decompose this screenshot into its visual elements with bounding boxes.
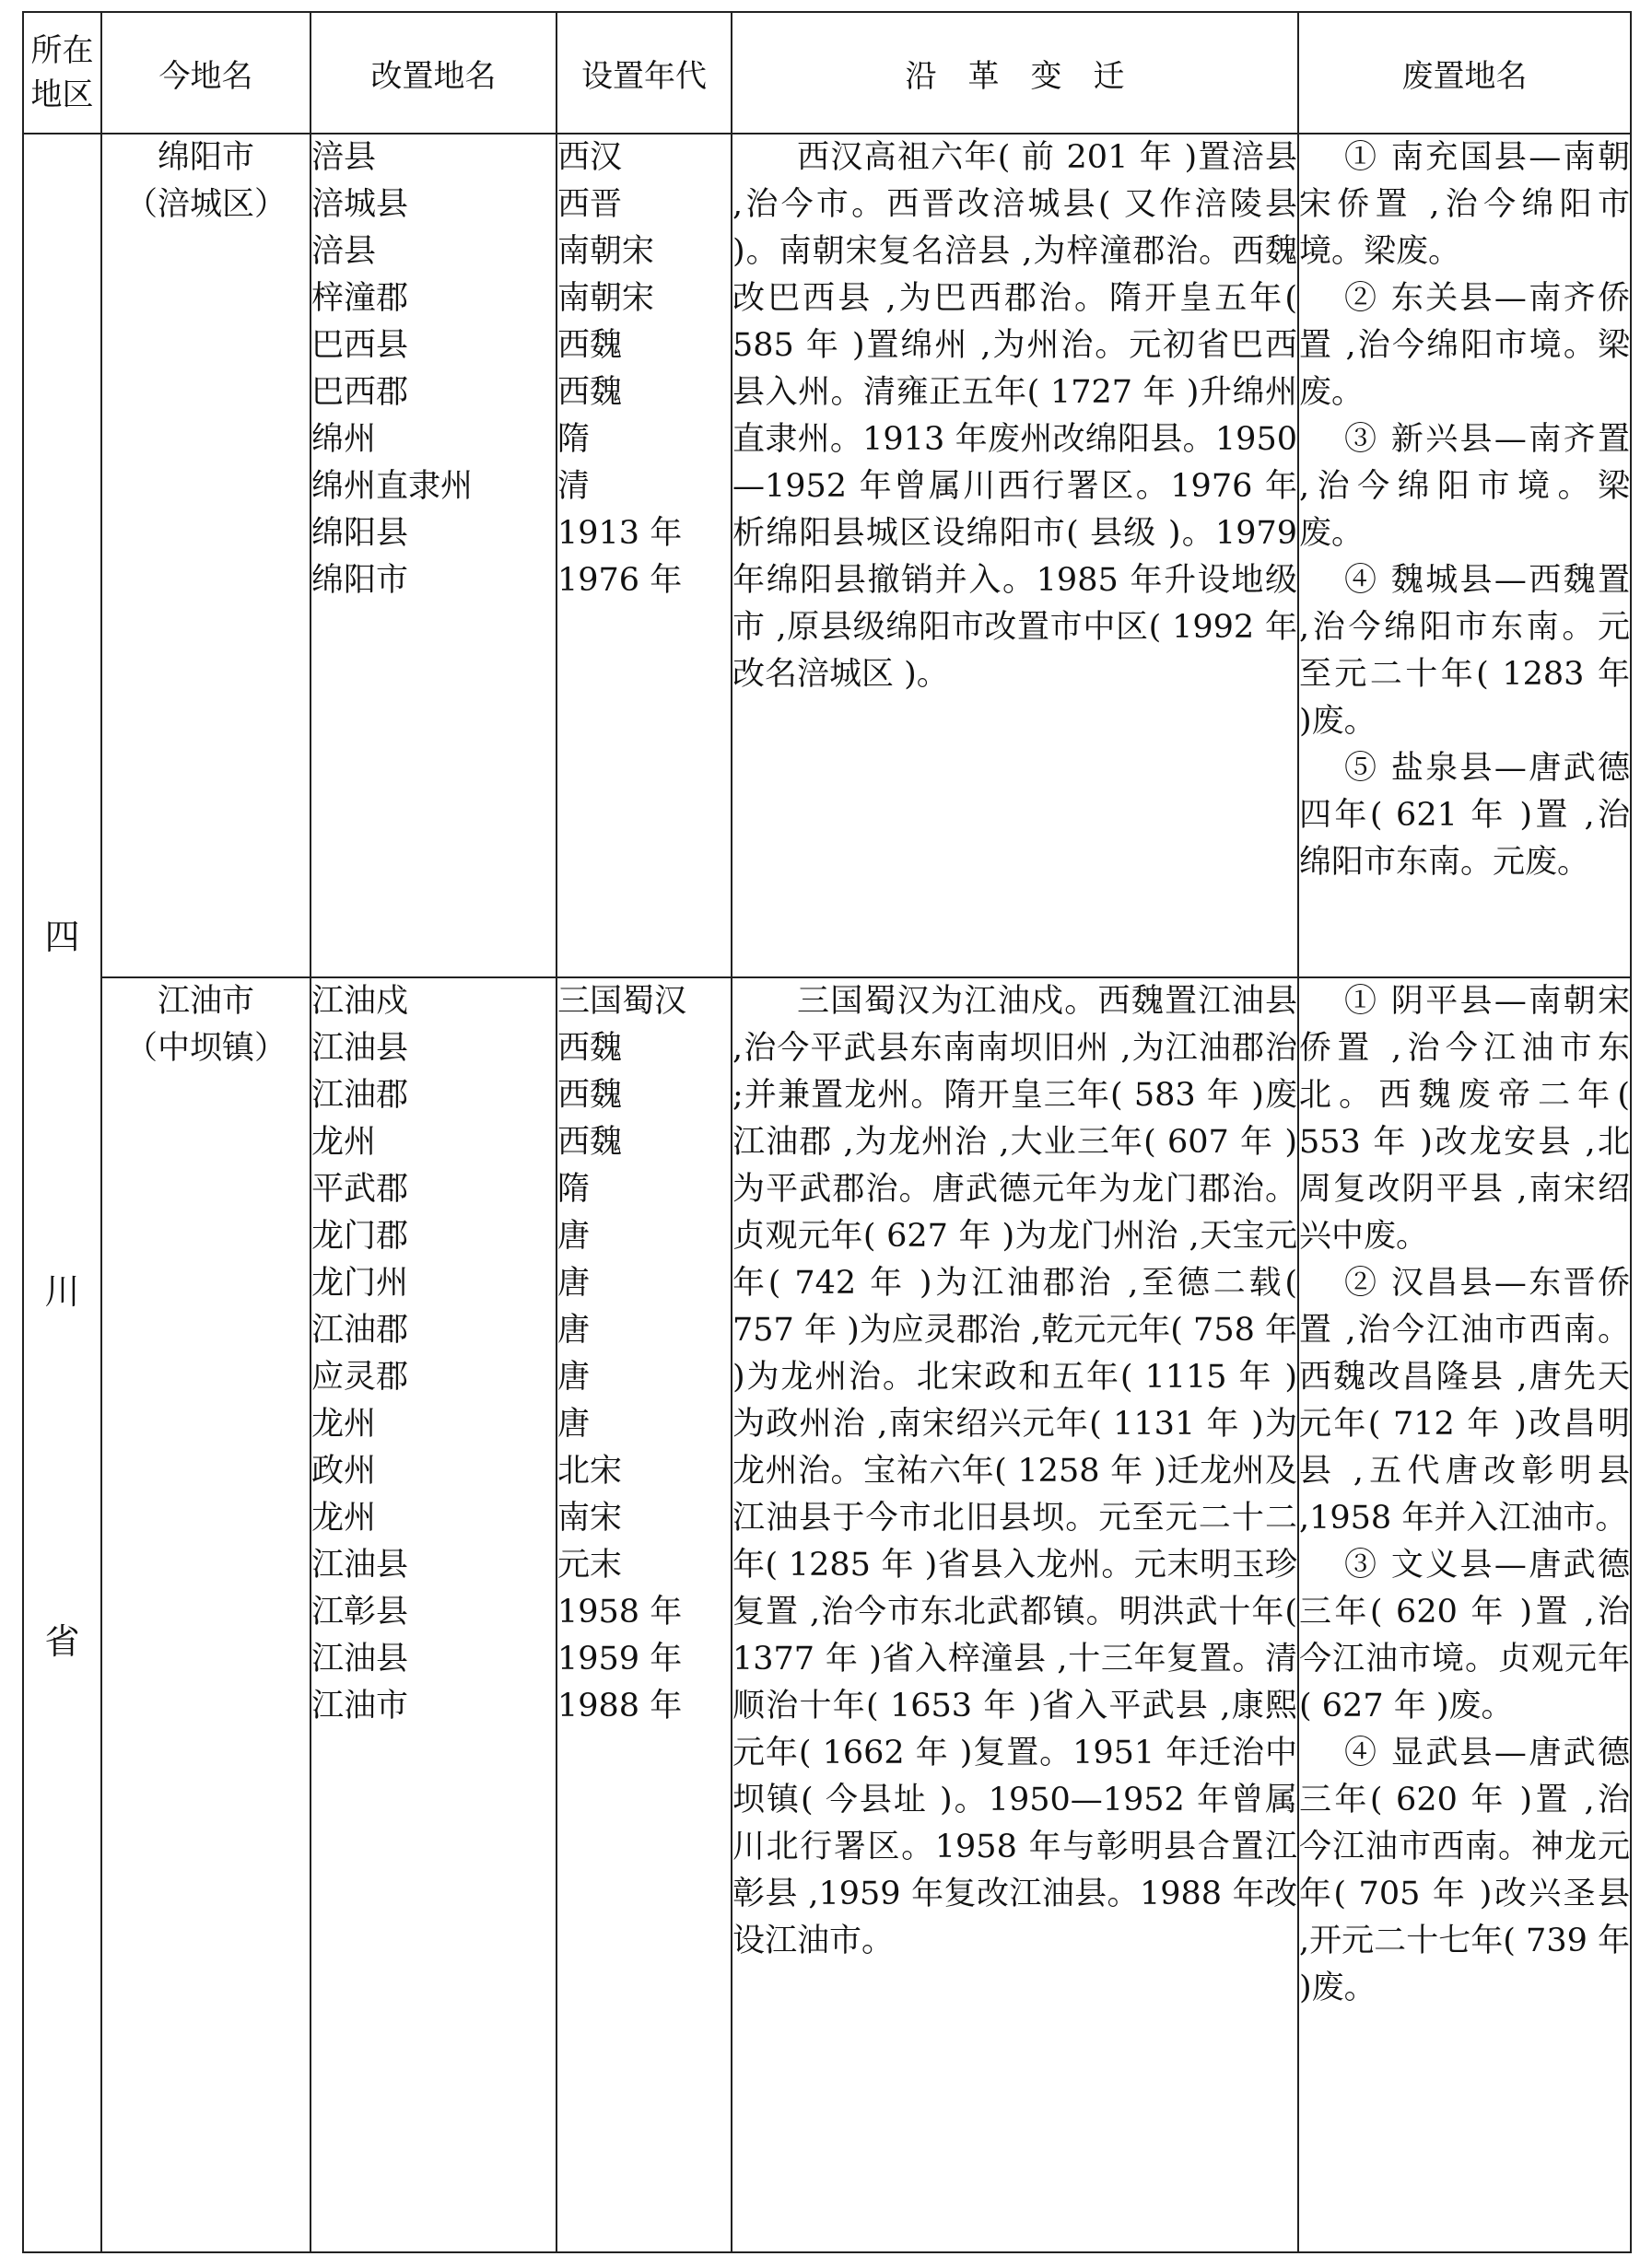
list-item: 绵州 (311, 421, 377, 458)
list-item: 西晋 (557, 186, 623, 223)
modern-seat: （涪城区） (124, 186, 287, 223)
list-item: 1976 年 (557, 562, 683, 599)
list-item: 西魏 (557, 374, 623, 411)
list-item: ③ 新兴县—南齐置 ,治今绵阳市境。梁废。 (1299, 421, 1630, 552)
list-item: 三国蜀汉 (557, 983, 687, 1020)
modern-name: 绵阳市 (157, 139, 254, 176)
gazetteer-table (22, 11, 1632, 2253)
list-item: 绵州直隶州 (311, 468, 474, 505)
list-item: ⑤ 盐泉县—唐武德四年( 621 年 )置 ,治绵阳市东南。元废。 (1299, 750, 1630, 881)
list-item: 唐 (557, 1265, 591, 1302)
list-item: 涪县 (311, 139, 377, 176)
list-item: ④ 显武县—唐武德三年( 620 年 )置 ,治今江油市西南。神龙元年( 705 年 )改兴圣县 ,开元二十七年( 739 年 )废。 (1299, 1735, 1630, 2006)
table-row (23, 977, 1631, 2252)
modern-name-cell (101, 977, 310, 2252)
list-item: 巴西郡 (311, 374, 409, 411)
list-item: 1958 年 (557, 1594, 683, 1631)
list-item: 龙州 (311, 1406, 377, 1443)
list-item: ② 汉昌县—东晋侨置 ,治今江油市西南。西魏改昌隆县 ,唐先天元年( 712 年 )改昌明县 ,五代唐改彰明县 ,1958 年并入江油市。 (1299, 1265, 1630, 1537)
list-item: 元末 (557, 1547, 623, 1584)
list-item: 江油县 (311, 1030, 409, 1067)
modern-name: 江油市 (157, 983, 254, 1020)
list-item: 1913 年 (557, 515, 683, 552)
list-item: ① 阴平县—南朝宋侨置 ,治今江油市东北。西魏废帝二年( 553 年 )改龙安县 ,北周复改阴平县 ,南宋绍兴中废。 (1299, 983, 1630, 1255)
header-abolished: 废置地名 (1298, 12, 1631, 134)
list-item: ② 东关县—南齐侨置 ,治今绵阳市境。梁废。 (1299, 280, 1630, 411)
list-item: 绵阳市 (311, 562, 409, 599)
list-item: 政州 (311, 1453, 377, 1490)
list-item: 江油市 (311, 1688, 409, 1724)
list-item: 江油戍 (311, 983, 409, 1020)
modern-name-cell (101, 134, 310, 977)
header-row (23, 12, 1631, 134)
list-item: 龙门郡 (311, 1218, 409, 1255)
region-char: 四 (44, 917, 80, 957)
header-modern-name: 今地名 (101, 12, 310, 134)
list-item: 清 (557, 468, 591, 505)
region-char: 川 (44, 1271, 80, 1312)
list-item: 南宋 (557, 1500, 623, 1537)
list-item: ③ 文义县—唐武德三年( 620 年 )置 ,治今江油市境。贞观元年( 627 年 )废。 (1299, 1547, 1630, 1724)
years-cell (557, 134, 732, 977)
table-row (23, 134, 1631, 977)
list-item: 江油郡 (311, 1077, 409, 1114)
list-item: 唐 (557, 1312, 591, 1349)
region-cell (23, 134, 101, 2252)
list-item: 隋 (557, 421, 591, 458)
list-item: 唐 (557, 1359, 591, 1396)
region-char: 省 (44, 1621, 80, 1662)
list-item: 涪城县 (311, 186, 409, 223)
list-item: 西汉 (557, 139, 623, 176)
list-item: 龙门州 (311, 1265, 409, 1302)
years-cell (557, 977, 732, 2252)
history-cell: 三国蜀汉为江油戍。西魏置江油县 ,治今平武县东南南坝旧州 ,为江油郡治 ;并兼置龙州。隋开皇三年( 583 年 )废江油郡 ,为龙州治 ,大业三年( 607 年 )为平武郡治。唐武德元年为龙门郡治。贞观元年( 627 年 )为龙门州治 ,天宝元年( 742 年 )为江油郡治 ,至德二载( 757 年 )为应灵郡治 ,乾元元年( 758 年 )为龙州治。北宋政和五年( 1115 年 )为政州治 ,南宋绍兴元年( 1131 年 )为龙州治。宝祐六年( 1258 年 )迁龙州及江油县于今市北旧县坝。元至元二十二年( 1285 年 )省县入龙州。元末明玉珍复置 ,治今市东北武都镇。明洪武十年( 1377 年 )省入梓潼县 ,十三年复置。清顺治十年( 1653 年 )省入平武县 ,康熙元年( 1662 年 )复置。1951 年迁治中坝镇( 今县址 )。1950—1952 年曾属川北行署区。1958 年与彰明县合置江彰县 ,1959 年复改江油县。1988 年改设江油市。 (732, 977, 1298, 2252)
list-item: 西魏 (557, 1030, 623, 1067)
list-item: 隋 (557, 1171, 591, 1208)
modern-seat: （中坝镇） (124, 1030, 287, 1067)
list-item: 唐 (557, 1406, 591, 1443)
list-item: 南朝宋 (557, 233, 655, 270)
header-changed-names: 改置地名 (310, 12, 557, 134)
list-item: 龙州 (311, 1500, 377, 1537)
abolished-cell (1298, 134, 1631, 977)
list-item: 南朝宋 (557, 280, 655, 317)
list-item: ④ 魏城县—西魏置 ,治今绵阳市东南。元至元二十年( 1283 年 )废。 (1299, 562, 1630, 740)
list-item: 江彰县 (311, 1594, 409, 1631)
header-history: 沿 革 变 迁 (732, 12, 1298, 134)
history-cell: 西汉高祖六年( 前 201 年 )置涪县 ,治今市。西晋改涪城县( 又作涪陵县 )。南朝宋复名涪县 ,为梓潼郡治。西魏改巴西县 ,为巴西郡治。隋开皇五年( 585 年 )置绵州 ,为州治。元初省巴西县入州。清雍正五年( 1727 年 )升绵州直隶州。1913 年废州改绵阳县。1950—1952 年曾属川西行署区。1976 年析绵阳县城区设绵阳市( 县级 )。1979 年绵阳县撤销并入。1985 年升设地级市 ,原县级绵阳市改置市中区( 1992 年改名涪城区 )。 (732, 134, 1298, 977)
list-item: 绵阳县 (311, 515, 409, 552)
changed-names-cell (310, 134, 557, 977)
list-item: 西魏 (557, 327, 623, 364)
list-item: 1959 年 (557, 1641, 683, 1678)
list-item: 龙州 (311, 1124, 377, 1161)
abolished-cell (1298, 977, 1631, 2252)
list-item: 西魏 (557, 1077, 623, 1114)
header-established: 设置年代 (557, 12, 732, 134)
list-item: 应灵郡 (311, 1359, 409, 1396)
changed-names-cell (310, 977, 557, 2252)
list-item: 涪县 (311, 233, 377, 270)
list-item: 北宋 (557, 1453, 623, 1490)
list-item: 西魏 (557, 1124, 623, 1161)
list-item: 江油郡 (311, 1312, 409, 1349)
header-region: 所在 地区 (23, 12, 101, 134)
list-item: 江油县 (311, 1641, 409, 1678)
list-item: 江油县 (311, 1547, 409, 1584)
list-item: 巴西县 (311, 327, 409, 364)
list-item: 唐 (557, 1218, 591, 1255)
list-item: 梓潼郡 (311, 280, 409, 317)
list-item: ① 南充国县—南朝宋侨置 ,治今绵阳市境。梁废。 (1299, 139, 1630, 270)
list-item: 1988 年 (557, 1688, 683, 1724)
list-item: 平武郡 (311, 1171, 409, 1208)
